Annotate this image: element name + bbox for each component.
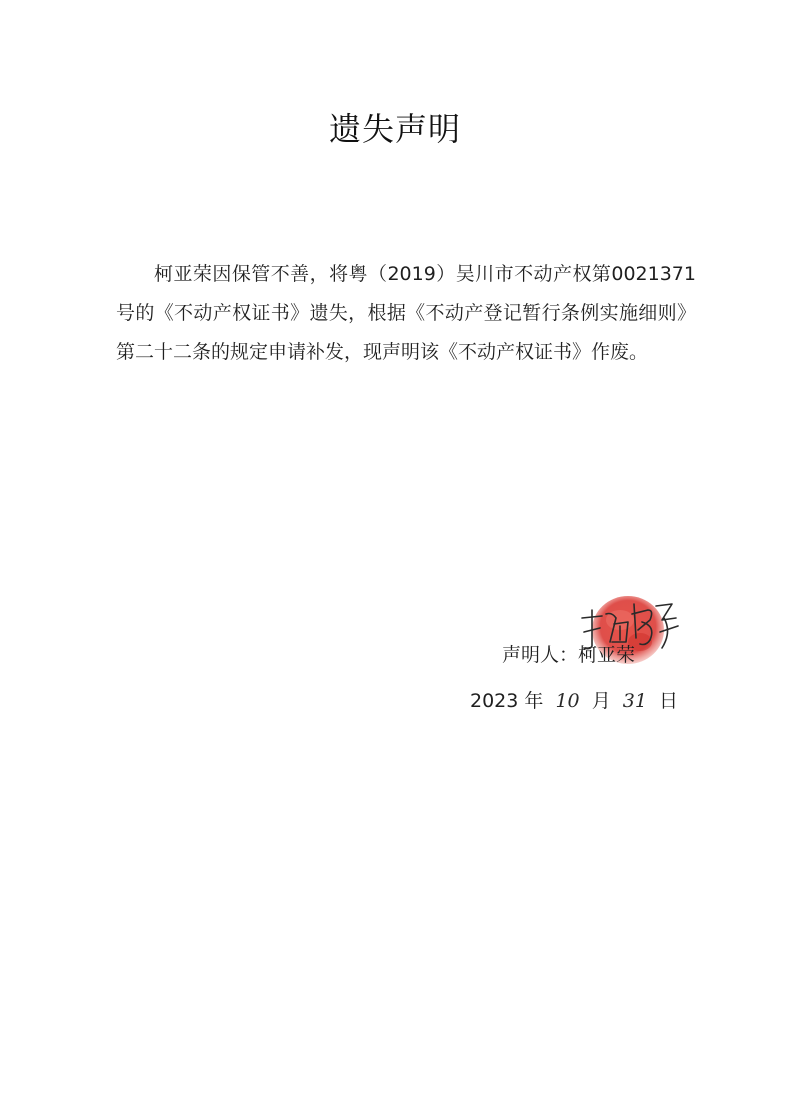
date-day: 31 [622, 690, 647, 712]
date-month-unit: 月 [591, 690, 611, 712]
signature-name: 柯亚荣 [577, 644, 635, 666]
page-title: 遗失声明 [328, 110, 461, 148]
date-year-unit: 年 [524, 690, 544, 712]
date-line [470, 686, 678, 713]
date-year: 2023 [470, 690, 519, 712]
handwritten-signature-icon [576, 596, 686, 656]
date-day-unit: 日 [659, 690, 679, 712]
date-month: 10 [555, 690, 580, 712]
declaration-body: 柯亚荣因保管不善，将粤（2019）吴川市不动产权第0021371号的《不动产权证书》遗失，根据《不动产登记暂行条例实施细则》第二十二条的规定申请补发，现声明该《不动产权证书》作废。 [116, 263, 696, 363]
signature-label: 声明人： [501, 644, 578, 666]
